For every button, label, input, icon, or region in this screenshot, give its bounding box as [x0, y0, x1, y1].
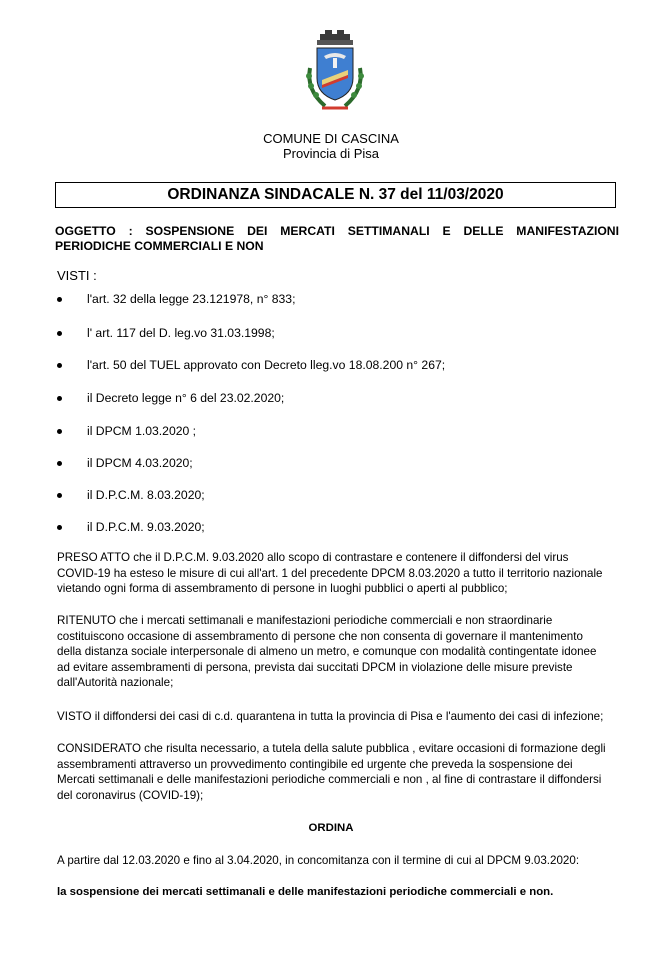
- ordinance-page: COMUNE DI CASCINA Provincia di Pisa ORDINANZA SINDACALE N. 37 del 11/03/2020 OGGETTO : SOSPENSIONE DEI MERCATI SETTIMANALI E DELLE MANIFESTAZIONI PERIODICHE COMMERCIALI E NON VISTI : l'art. 32 della legge 23.121978, n° 833; l' art. 117 del D. leg.vo 31.03.1998; l'art. 50 del TUEL approvato con Decreto lleg.vo 18.08.200 n° 267; il Decreto legge n° 6 del 23.02.2020; il DPCM 1.03.2020 ; il DPCM 4.03.2020; il D.P.C.M. 8.03.2020; il D.P.C.M. 9.03.2020; PRESO ATTO che il D.P.C.M. 9.03.2020 allo scopo di contrastare e contenere il diffondersi del virus COVID-19 ha esteso le misure di cui all'art. 1 del precedente DPCM 8.03.2020 a tutto il territorio nazionale vietando ogni forma di assembramento di persone in luoghi pubblici o aperti al pubblico; RITENUTO che i mercati settimanali e manifestazioni periodiche commerciali e non straordinarie costituiscono occasione di assembramento di persone che non consenta di governare il mantenimento della distanza sociale interpersonale di almeno un metro, e comunque con modalità contingentate idonee ad evitare assembramenti di persona, prevista dai succitati DPCM in violazione delle misure previste dall'Autorità nazionale; VISTO il diffondersi dei casi di c.d. quarantena in tutta la provincia di Pisa e l'aumento dei casi di infezione; CONSIDERATO che risulta necessario, a tutela della salute pubblica , evitare occasioni di formazione degli assembramenti attraverso un provvedimento contingibile ed urgente che preveda la sospensione dei Mercati settimanali e delle manifestazioni periodiche commerciali e non , al fine di contrastare il diffondersi del coronavirus (COVID-19); ORDINA A partire dal 12.03.2020 e fino al 3.04.2020, in concomitanza con il termine di cui al DPCM 9.03.2020: la sospensione dei mercati settimanali e delle manifestazioni periodiche commerciali e non.: [0, 0, 662, 960]
- subject: [55, 224, 619, 253]
- bullet-icon: [57, 461, 62, 466]
- ritenuto-paragraph: RITENUTO che i mercati settimanali e manifestazioni periodiche commerciali e non straordinarie costituiscono occasione di assembramento di persone che non consenta di governare il mantenimento della distanza sociale interpersonale di almeno un metro, e comunque con modalità contingentate idonee ad evitare assembramenti di persona, prevista dai succitati DPCM in violazione delle misure previste dall'Autorità nazionale;: [57, 614, 597, 690]
- effective-period: A partire dal 12.03.2020 e fino al 3.04.2020, in concomitanza con il termine di cui al DPCM 9.03.2020:: [57, 854, 580, 867]
- bullet-icon: [57, 429, 62, 434]
- bullet-icon: [57, 331, 62, 336]
- municipal-crest-icon: [300, 28, 370, 120]
- ordina-heading: ORDINA: [308, 822, 354, 834]
- visti-heading: VISTI :: [57, 268, 97, 283]
- ordered-measure: la sospensione dei mercati settimanali e delle manifestazioni periodiche commerciali e non.: [57, 886, 554, 898]
- preso-atto-paragraph: PRESO ATTO che il D.P.C.M. 9.03.2020 allo scopo di contrastare e contenere il diffondersi del virus COVID-19 ha esteso le misure di cui all'art. 1 del precedente DPCM 8.03.2020 a tutto il territorio nazionale vietando ogni forma di assembramento di persone in luoghi pubblici o aperti al pubblico;: [57, 551, 603, 596]
- bullet-icon: [57, 396, 62, 401]
- bullet-icon: [57, 363, 62, 368]
- bullet-icon: [57, 297, 62, 302]
- subject-line: PERIODICHE COMMERCIALI E NON: [55, 238, 264, 253]
- ordinance-title: ORDINANZA SINDACALE N. 37 del 11/03/2020: [55, 182, 616, 208]
- bullet-icon: [57, 525, 62, 530]
- province-name: Provincia di Pisa: [282, 146, 380, 161]
- subject-line: OGGETTO : SOSPENSIONE DEI MERCATI SETTIMANALI E DELLE MANIFESTAZIONI: [55, 224, 619, 238]
- visto-paragraph: VISTO il diffondersi dei casi di c.d. quarantena in tutta la provincia di Pisa e l'aumento dei casi di infezione;: [57, 710, 604, 723]
- bullet-icon: [57, 493, 62, 498]
- municipality-name: COMUNE DI CASCINA: [263, 131, 399, 146]
- considerato-paragraph: CONSIDERATO che risulta necessario, a tutela della salute pubblica , evitare occasioni di formazione degli assembramenti attraverso un provvedimento contingibile ed urgente che preveda la sospensione dei Mercati settimanali e delle manifestazioni periodiche commerciali e non , al fine di contrastare il diffondersi del coronavirus (COVID-19);: [57, 742, 606, 802]
